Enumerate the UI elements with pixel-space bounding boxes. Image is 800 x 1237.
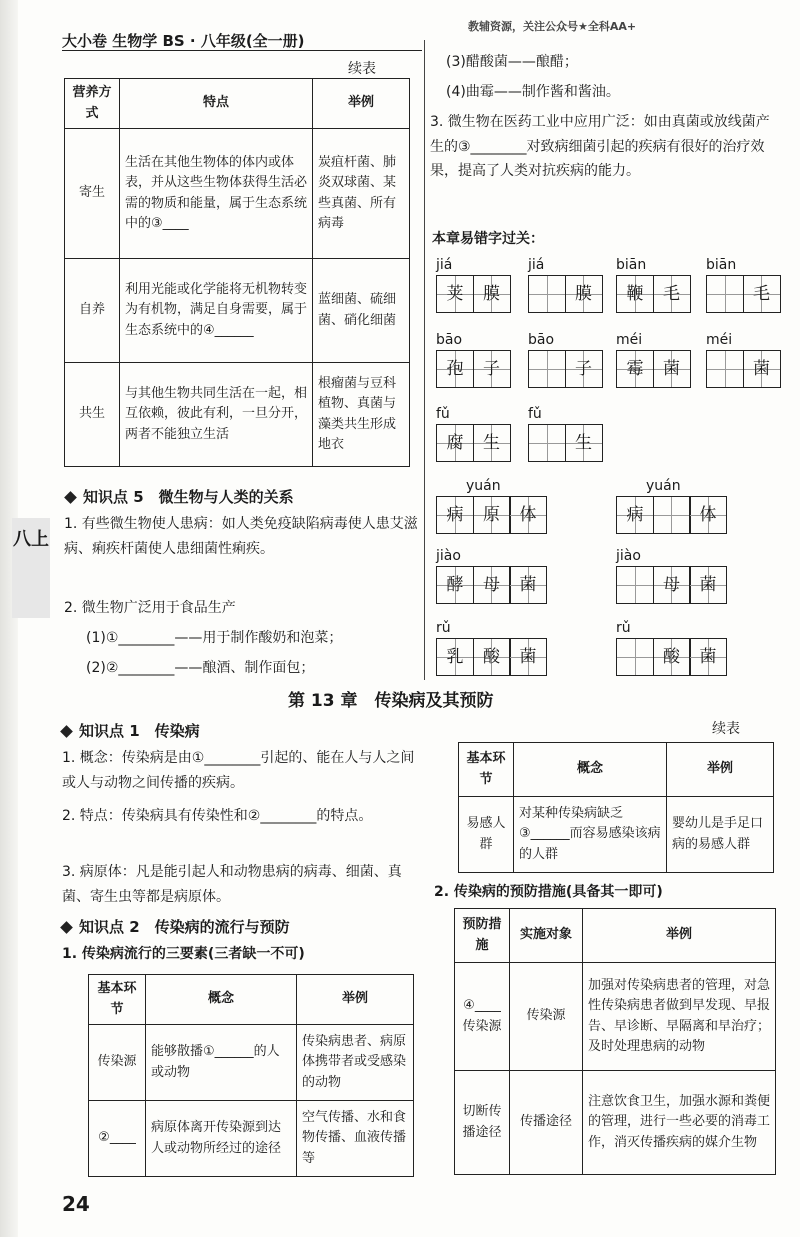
paragraph: (3)醋酸菌——酿醋；: [446, 54, 578, 70]
table-header: 举例: [583, 909, 776, 963]
word-box: rǔ 乳 酸 菌: [436, 618, 546, 676]
paragraph: 1. 传染病流行的三要素(三者缺一不可): [62, 946, 305, 962]
knowledge-point-title: 知识点 2 传染病的流行与预防: [62, 916, 290, 937]
table-cell: 对某种传染病缺乏③______而容易感染该病的人群: [514, 797, 667, 873]
word-box: fǔ 生: [528, 404, 601, 462]
table-header: 概念: [514, 743, 667, 797]
continued-label: 续表: [712, 721, 740, 737]
table-header: 营养方式: [65, 79, 120, 129]
book-title: 大小卷 生物学 BS · 八年级(全一册): [62, 32, 305, 50]
table-cell: 共生: [65, 363, 120, 467]
table-cell: 传染源: [89, 1025, 146, 1101]
paragraph: (2)②________——酿酒、制作面包；: [86, 660, 315, 676]
word-box: jiá 荚 膜: [436, 255, 509, 313]
word-box: méi 霉 菌: [616, 330, 689, 388]
table-cell: ④____传染源: [455, 963, 510, 1071]
knowledge-point-title: 知识点 1 传染病: [62, 720, 200, 741]
table-cell: ②____: [89, 1101, 146, 1177]
section-title: 本章易错字过关：: [432, 231, 544, 247]
continued-label: 续表: [348, 61, 376, 77]
table-cell: 注意饮食卫生，加强水源和粪便的管理，进行一些必要的消毒工作，消灭传播疾病的媒介生物: [583, 1071, 776, 1175]
table-cell: 空气传播、水和食物传播、血液传播等: [297, 1101, 414, 1177]
table-cell: 利用光能或化学能将无机物转变为有机物，满足自身需要，属于生态系统中的④______: [120, 259, 313, 363]
table-cell: 传染病患者、病原体携带者或受感染的动物: [297, 1025, 414, 1101]
knowledge-point-title: 知识点 5 微生物与人类的关系: [66, 486, 294, 507]
column-divider: [424, 40, 425, 680]
paragraph: 1. 有些微生物使人患病：如人类免疫缺陷病毒使人患艾滋病、痢疾杆菌使人患细菌性痢疾。: [64, 516, 418, 557]
side-tab: 八上: [12, 518, 50, 618]
table-header: 举例: [297, 975, 414, 1025]
paragraph: (4)曲霉——制作酱和酱油。: [446, 84, 620, 100]
paragraph: 3. 微生物在医药工业中应用广泛：如由真菌或放线菌产生的③________对致病细菌引起的疾病有很好的治疗效果，提高了人类对抗疾病的能力。: [430, 114, 770, 179]
table-header: 基本环节: [89, 975, 146, 1025]
table-cell: 根瘤菌与豆科植物、真菌与藻类共生形成地衣: [313, 363, 410, 467]
word-box: yuán 病 原 体: [436, 476, 546, 534]
word-box: rǔ 酸 菌: [616, 618, 726, 676]
diamond-icon: [60, 921, 73, 934]
table-cell: 自养: [65, 259, 120, 363]
page-edge-shadow: [0, 0, 18, 1237]
table-cell: 与其他生物共同生活在一起，相互依赖，彼此有利，一旦分开，两者不能独立生活: [120, 363, 313, 467]
header-watermark: 教辅资源，关注公众号★全科AA+: [468, 20, 637, 33]
word-box: jiào 酵 母 菌: [436, 546, 546, 604]
chapter-title: 第 13 章 传染病及其预防: [288, 691, 494, 711]
paragraph: 1. 概念：传染病是由①________引起的、能在人与人之间或人与动物之间传播的疾病。: [62, 750, 415, 791]
page-number: 24: [62, 1192, 90, 1216]
table-cell: 蓝细菌、硫细菌、硝化细菌: [313, 259, 410, 363]
paragraph: 2. 特点：传染病具有传染性和②________的特点。: [62, 808, 373, 824]
word-box: biān 毛: [706, 255, 779, 313]
table-cell: 婴幼儿是手足口病的易感人群: [667, 797, 774, 873]
header-rule: [62, 50, 422, 51]
table-header: 举例: [313, 79, 410, 129]
word-box: fǔ 腐 生: [436, 404, 509, 462]
nutrition-table: [64, 78, 410, 467]
table-cell: 生活在其他生物体的体内或体表，并从这些生物体获得生活必需的物质和能量，属于生态系统中的③____: [120, 129, 313, 259]
table-header: 举例: [667, 743, 774, 797]
table-cell: 炭疽杆菌、肺炎双球菌、某些真菌、所有病毒: [313, 129, 410, 259]
word-box: biān 鞭 毛: [616, 255, 689, 313]
susceptible-table: [458, 742, 774, 873]
table-cell: 易感人群: [459, 797, 514, 873]
table-header: 概念: [146, 975, 297, 1025]
paragraph: 2. 微生物广泛用于食品生产: [64, 600, 236, 616]
table-header: 实施对象: [510, 909, 583, 963]
table-header: 预防措施: [455, 909, 510, 963]
word-box: bāo 子: [528, 330, 601, 388]
diamond-icon: [64, 491, 77, 504]
epidemic-elements-table: [88, 974, 414, 1177]
paragraph: 2. 传染病的预防措施(具备其一即可): [434, 884, 663, 900]
paragraph: 3. 病原体：凡是能引起人和动物患病的病毒、细菌、真菌、寄生虫等都是病原体。: [62, 864, 402, 905]
table-cell: 传播途径: [510, 1071, 583, 1175]
table-cell: 寄生: [65, 129, 120, 259]
word-box: yuán 病 体: [616, 476, 726, 534]
paragraph: (1)①________——用于制作酸奶和泡菜；: [86, 630, 343, 646]
table-header: 基本环节: [459, 743, 514, 797]
table-header: 特点: [120, 79, 313, 129]
table-cell: 病原体离开传染源到达人或动物所经过的途径: [146, 1101, 297, 1177]
word-box: bāo 孢 子: [436, 330, 509, 388]
table-cell: 能够散播①______的人或动物: [146, 1025, 297, 1101]
word-box: jiá 膜: [528, 255, 601, 313]
word-box: méi 菌: [706, 330, 779, 388]
diamond-icon: [60, 725, 73, 738]
table-cell: 加强对传染病患者的管理，对急性传染病患者做到早发现、早报告、早诊断、早隔离和早治疗；及时处理患病的动物: [583, 963, 776, 1071]
word-box: jiào 母 菌: [616, 546, 726, 604]
table-cell: 传染源: [510, 963, 583, 1071]
table-cell: 切断传播途径: [455, 1071, 510, 1175]
prevention-table: [454, 908, 776, 1175]
